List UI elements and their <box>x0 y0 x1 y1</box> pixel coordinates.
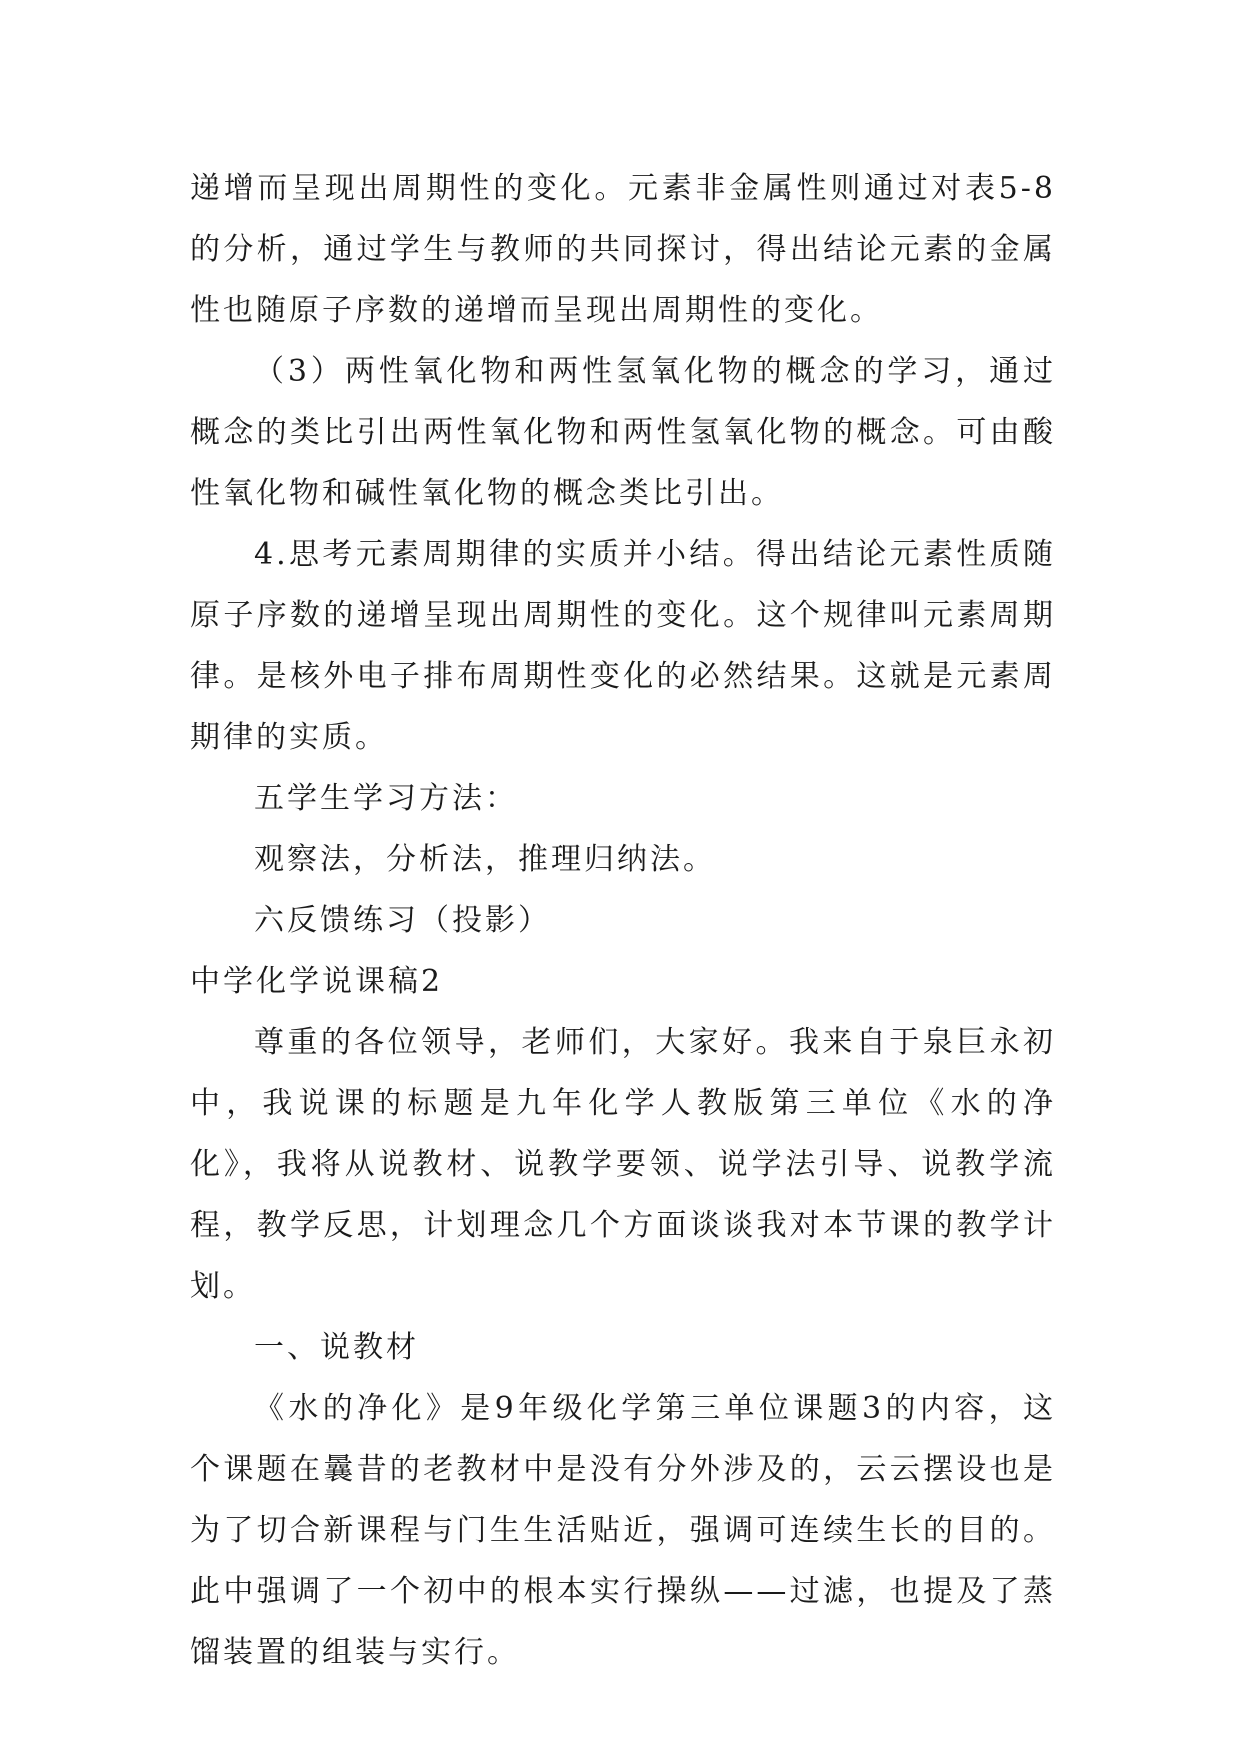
paragraph-introduction: 尊重的各位领导，老师们，大家好。我来自于泉巨永初中，我说课的标题是九年化学人教版第三单位《水的净化》，我将从说教材、说教学要领、说学法引导、说教学流程，教学反思，计划理念几个方面谈谈我对本节课的教学计划。 <box>190 1025 1056 1304</box>
paragraph-periodic-law-essence: 4.思考元素周期律的实质并小结。得出结论元素性质随原子序数的递增呈现出周期性的变化。这个规律叫元素周期律。是核外电子排布周期性变化的必然结果。这就是元素周期律的实质。 <box>190 537 1056 755</box>
paragraph-water-purification: 《水的净化》是9年级化学第三单位课题3的内容，这个课题在曩昔的老教材中是没有分外涉及的，云云摆设也是为了切合新课程与门生生活贴近，强调可连续生长的目的。此中强调了一个初中的根本实行操纵——过滤，也提及了蒸馏装置的组装与实行。 <box>190 1391 1056 1670</box>
paragraph-methods-list: 观察法，分析法，推理归纳法。 <box>254 842 716 877</box>
heading-textbook: 一、说教材 <box>254 1330 419 1365</box>
section-title-lecture-2: 中学化学说课稿2 <box>190 964 444 999</box>
document-body <box>190 158 1056 1683</box>
heading-feedback-practice: 六反馈练习（投影） <box>254 903 551 938</box>
paragraph-amphoteric-concept: （3）两性氧化物和两性氢氧化物的概念的学习，通过概念的类比引出两性氧化物和两性氢氧化物的概念。可由酸性氧化物和碱性氧化物的概念类比引出。 <box>190 354 1056 511</box>
paragraph-periodicity-metal: 递增而呈现出周期性的变化。元素非金属性则通过对表5-8的分析，通过学生与教师的共同探讨，得出结论元素的金属性也随原子序数的递增而呈现出周期性的变化。 <box>190 171 1056 328</box>
heading-study-methods: 五学生学习方法： <box>254 781 518 816</box>
